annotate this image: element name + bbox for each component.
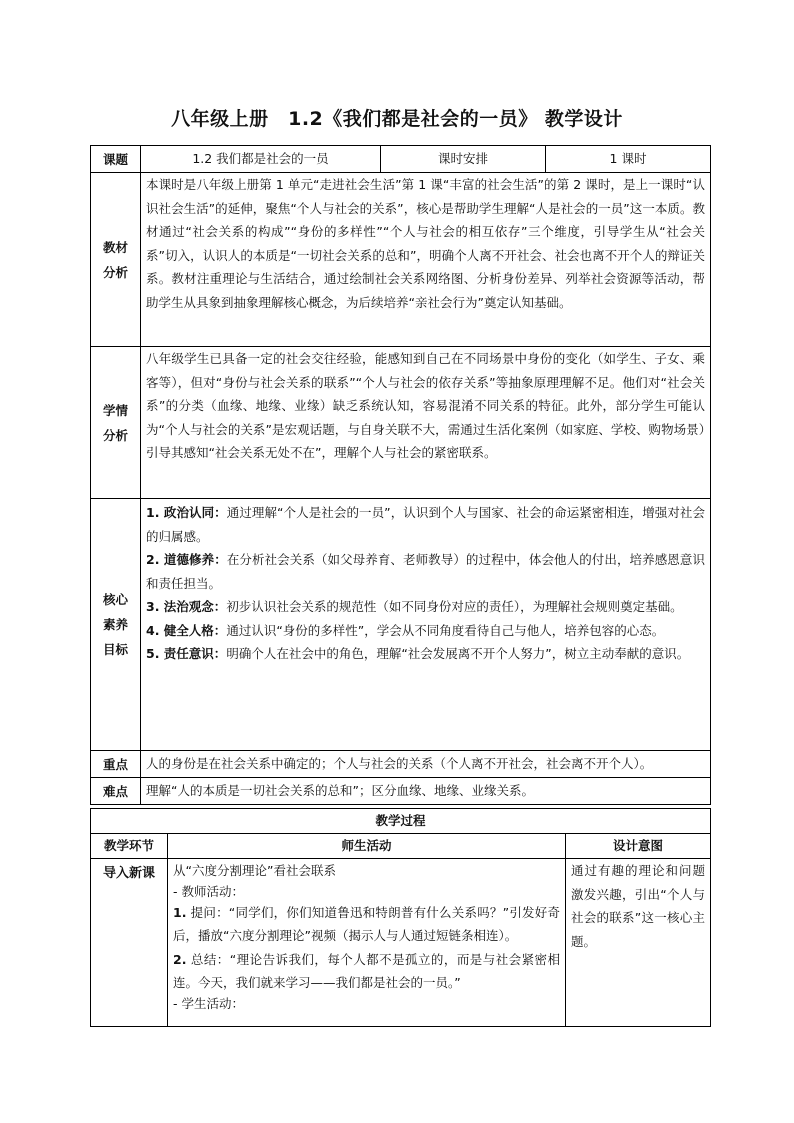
intent-cell: 通过有趣的理论和问题激发兴趣，引出“个人与社会的联系”这一核心主题。 <box>566 859 711 1027</box>
difficulty-label: 难点 <box>91 778 141 805</box>
difficulty-text: 理解“人的本质是一切社会关系的总和”；区分血缘、地缘、业缘关系。 <box>141 778 711 805</box>
col-stage-header: 教学环节 <box>91 834 168 859</box>
activity-line: 从“六度分割理论”看社会联系 <box>173 863 336 878</box>
goal-item: 3. 法治观念：初步认识社会关系的规范性（如不同身份对应的责任），为理解社会规则奠定基础。 <box>146 599 683 614</box>
material-analysis-text: 本课时是八年级上册第 1 单元“走进社会生活”第 1 课“丰富的社会生活”的第 2 课时，是上一课时“认识社会生活”的延伸，聚焦“个人与社会的关系”，核心是帮助学生理解“人是社会的一员”这一本质。教材通过“社会关系的构成”“身份的多样性”“个人与社会的相互依存”三个维度，引导学生从“社会关系”切入，认识人的本质是“一切社会关系的总和”，明确个人离不开社会、社会也离不开个人的辩证关系。教材注重理论与生活结合，通过绘制社会关系网络图、分析身份差异、列举社会资源等活动，帮助学生从具象到抽象理解核心概念，为后续培养“亲社会行为”奠定认知基础。 <box>141 173 711 347</box>
schedule-value: 1 课时 <box>546 146 711 173</box>
goal-item: 1. 政治认同：通过理解“个人是社会的一员”，认识到个人与国家、社会的命运紧密相连，增强对社会的归属感。 <box>146 505 705 544</box>
page-title: 八年级上册 1.2《我们都是社会的一员》 教学设计 <box>171 108 623 130</box>
goals-list <box>141 499 711 751</box>
goal-item: 2. 道德修养：在分析社会关系（如父母养育、老师教导）的过程中，体会他人的付出，培养感恩意识和责任担当。 <box>146 552 705 591</box>
student-analysis-text: 八年级学生已具备一定的社会交往经验，能感知到自己在不同场景中身份的变化（如学生、子女、乘客等），但对“身份与社会关系的联系”“个人与社会的依存关系”等抽象原理理解不足。他们对“社会关系”的分类（血缘、地缘、业缘）缺乏系统认知，容易混淆不同关系的特征。此外，部分学生可能认为“个人与社会的关系”是宏观话题，与自身关联不大，需通过生活化案例（如家庭、学校、购物场景）引导其感知“社会关系无处不在”，理解个人与社会的紧密联系。 <box>141 347 711 499</box>
material-label: 教材 分析 <box>91 173 141 347</box>
goal-item: 4. 健全人格：通过认识“身份的多样性”，学会从不同角度看待自己与他人，培养包容的心态。 <box>146 622 665 638</box>
info-table <box>90 145 711 805</box>
student-label: 学情 分析 <box>91 347 141 499</box>
col-intent-header: 设计意图 <box>566 834 711 859</box>
activity-line: - 教师活动： <box>173 883 244 899</box>
activity-cell <box>168 859 566 1027</box>
topic-label: 课题 <box>91 146 141 173</box>
col-activity-header: 师生活动 <box>168 834 566 859</box>
schedule-label: 课时安排 <box>381 146 546 173</box>
process-table <box>90 808 711 1027</box>
process-section-title: 教学过程 <box>91 809 711 834</box>
activity-line: 1. 提问：“同学们，你们知道鲁迅和特朗普有什么关系吗？”引发好奇后，播放“六度分割理论”视频（揭示人与人通过短链条相连）。 <box>173 904 560 943</box>
key-point-label: 重点 <box>91 751 141 778</box>
key-point-text: 人的身份是在社会关系中确定的；个人与社会的关系（个人离不开社会，社会离不开个人）。 <box>141 751 711 778</box>
goals-label: 核心 素养 目标 <box>91 499 141 751</box>
topic-value: 1.2 我们都是社会的一员 <box>141 146 381 173</box>
activity-line: 2. 总结：“理论告诉我们，每个人都不是孤立的，而是与社会紧密相连。今天，我们就来学习——我们都是社会的一员。” <box>173 951 560 990</box>
activity-line: - 学生活动： <box>173 995 244 1011</box>
stage-cell: 导入新课 <box>91 859 168 1027</box>
goal-item: 5. 责任意识：明确个人在社会中的角色，理解“社会发展离不开个人努力”，树立主动奉献的意识。 <box>146 646 690 661</box>
